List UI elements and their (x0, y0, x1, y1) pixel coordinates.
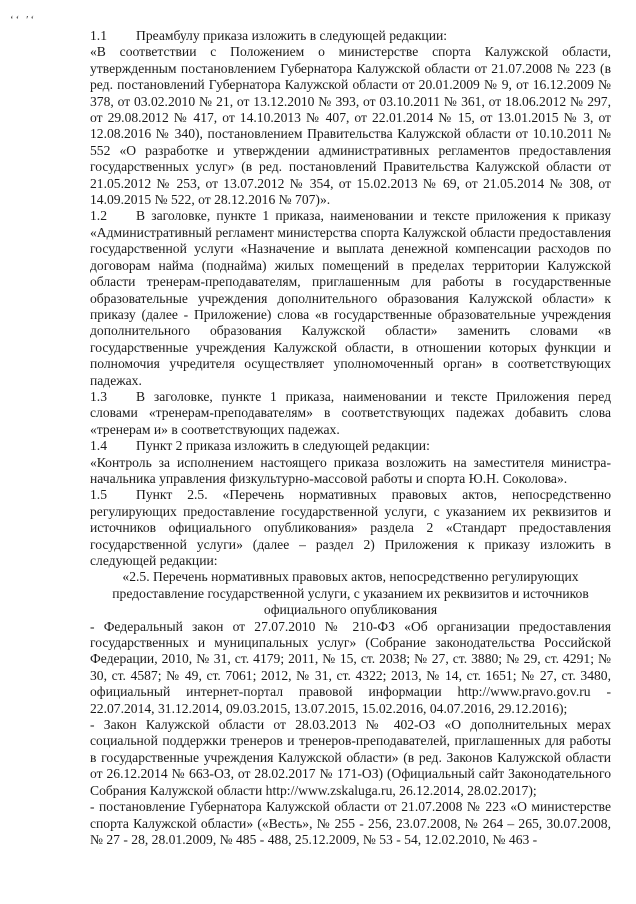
paragraph-text: В заголовке, пункте 1 приказа, наименовании и тексте Приложения перед словами «тренерам-преподавателям» в соответствующих падежах добавить слова «тренерам и» в соответствующих падежах. (90, 388, 611, 437)
paragraph-number: 1.2 (90, 208, 107, 224)
document-page (90, 28, 611, 848)
paragraph-text: Пункт 2.5. «Перечень нормативных правовых актов, непосредственно регулирующих предоставление государственной услуги, с указанием их реквизитов и источников официального опубликования» раздела 2 «Стандарт предоставления государственной услуги» (далее – раздел 2) Приложения к приказу изложить в следующей редакции: (90, 487, 611, 568)
paragraph-1-3 (90, 389, 611, 438)
paragraph-number: 1.1 (90, 28, 107, 43)
legal-act-item-federal-law: - Федеральный закон от 27.07.2010 № 210-ФЗ «Об организации предоставления государственных и муниципальных услуг» (Собрание законодательства Российской Федерации, 2010, № 31, ст. 4179; 2011, № 15, ст. 2038; № 27, ст. 3880; № 29, ст. 4291; № 30, ст. 4587; № 49, ст. 7061; 2012, № 31, ст. 4322; 2013, № 14, ст. 1651; № 27, ст. 3480, официальный интернет-портал правовой информации http://www.pravo.gov.ru - 22.07.2014, 31.12.2014, 09.03.2015, 13.07.2015, 15.02.2016, 04.07.2016, 29.12.2016); (90, 618, 611, 716)
paragraph-1-2 (90, 208, 611, 388)
paragraph-number: 1.3 (90, 388, 107, 404)
legal-act-item-governor-decree: - постановление Губернатора Калужской области от 21.07.2008 № 223 «О министерстве спорта Калужской области» («Весть», № 255 - 256, 23.07.2008, № 264 – 265, 30.07.2008, № 27 - 28, 28.01.2009, № 485 - 488, 25.12.2009, № 53 - 54, 12.02.2010, № 463 - (90, 799, 611, 847)
preamble-quote: «В соответствии с Положением о министерстве спорта Калужской области, утвержденным постановлением Губернатора Калужской области от 21.07.2008 № 223 (в ред. постановлений Губернатора Калужской области от 20.01.2009 № 9, от 16.12.2009 № 378, от 03.02.2010 № 21, от 13.12.2010 № 393, от 03.10.2011 № 361, от 18.06.2012 № 297, от 29.08.2012 № 417, от 14.10.2013 № 407, от 22.01.2014 № 15, от 13.01.2015 № 3, от 12.08.2016 № 340), постановлением Правительства Калужской области от 10.10.2011 № 552 «О разработке и утверждении административных регламентов предоставления государственных услуг» (в ред. постановлений Правительства Калужской области от 21.05.2012 № 253, от 13.07.2012 № 354, от 15.02.2013 № 69, от 21.05.2014 № 308, от 14.09.2015 № 522, от 28.12.2016 № 707)». (90, 44, 611, 208)
paragraph-text: Преамбулу приказа изложить в следующей редакции: (136, 28, 448, 43)
corner-scan-marks: ʻʻ ′ʻ (10, 14, 37, 26)
paragraph-text: Пункт 2 приказа изложить в следующей редакции: (136, 438, 430, 454)
paragraph-number: 1.4 (90, 438, 107, 454)
paragraph-text: В заголовке, пункте 1 приказа, наименовании и тексте приложения к приказу «Административный регламент министерства спорта Калужской области предоставления государственной услуги «Назначение и выплата денежной компенсации расходов по договорам найма (поднайма) жилых помещений в пределах территории Калужской области тренерам-преподавателям, приглашенным для работы в государственные образовательные учреждения дополнительного образования Калужской области» к приказу (далее - Приложение) слова «в государственные образовательные учреждения дополнительного образования Калужской области» заменить словами «в государственные учреждения Калужской области, в отношении которых функции и полномочия учредителя осуществляет уполномоченный орган» в соответствующих падежах. (90, 208, 611, 388)
legal-act-item-regional-law: - Закон Калужской области от 28.03.2013 № 402-ОЗ «О дополнительных мерах социальной поддержки тренеров и тренеров-преподавателей, приглашенных для работы в государственные учреждения Калужской области» (в ред. Законов Калужской области от 26.12.2014 № 663-ОЗ, от 28.02.2017 № 171-ОЗ) (Официальный сайт Законодательного Собрания Калужской области http://www.zskaluga.ru, 26.12.2014, 28.02.2017); (90, 717, 611, 798)
paragraph-1-4 (90, 438, 611, 454)
paragraph-number: 1.5 (90, 487, 107, 503)
paragraph-1-5 (90, 487, 611, 569)
section-2-5-heading: «2.5. Перечень нормативных правовых актов, непосредственно регулирующих предоставление государственной услуги, с указанием их реквизитов и источников официального опубликования (112, 569, 589, 618)
paragraph-1-1 (90, 28, 611, 44)
control-quote: «Контроль за исполнением настоящего приказа возложить на заместителя министра-начальника управления физкультурно-массовой работы и спорта Ю.Н. Соколова». (90, 454, 611, 486)
